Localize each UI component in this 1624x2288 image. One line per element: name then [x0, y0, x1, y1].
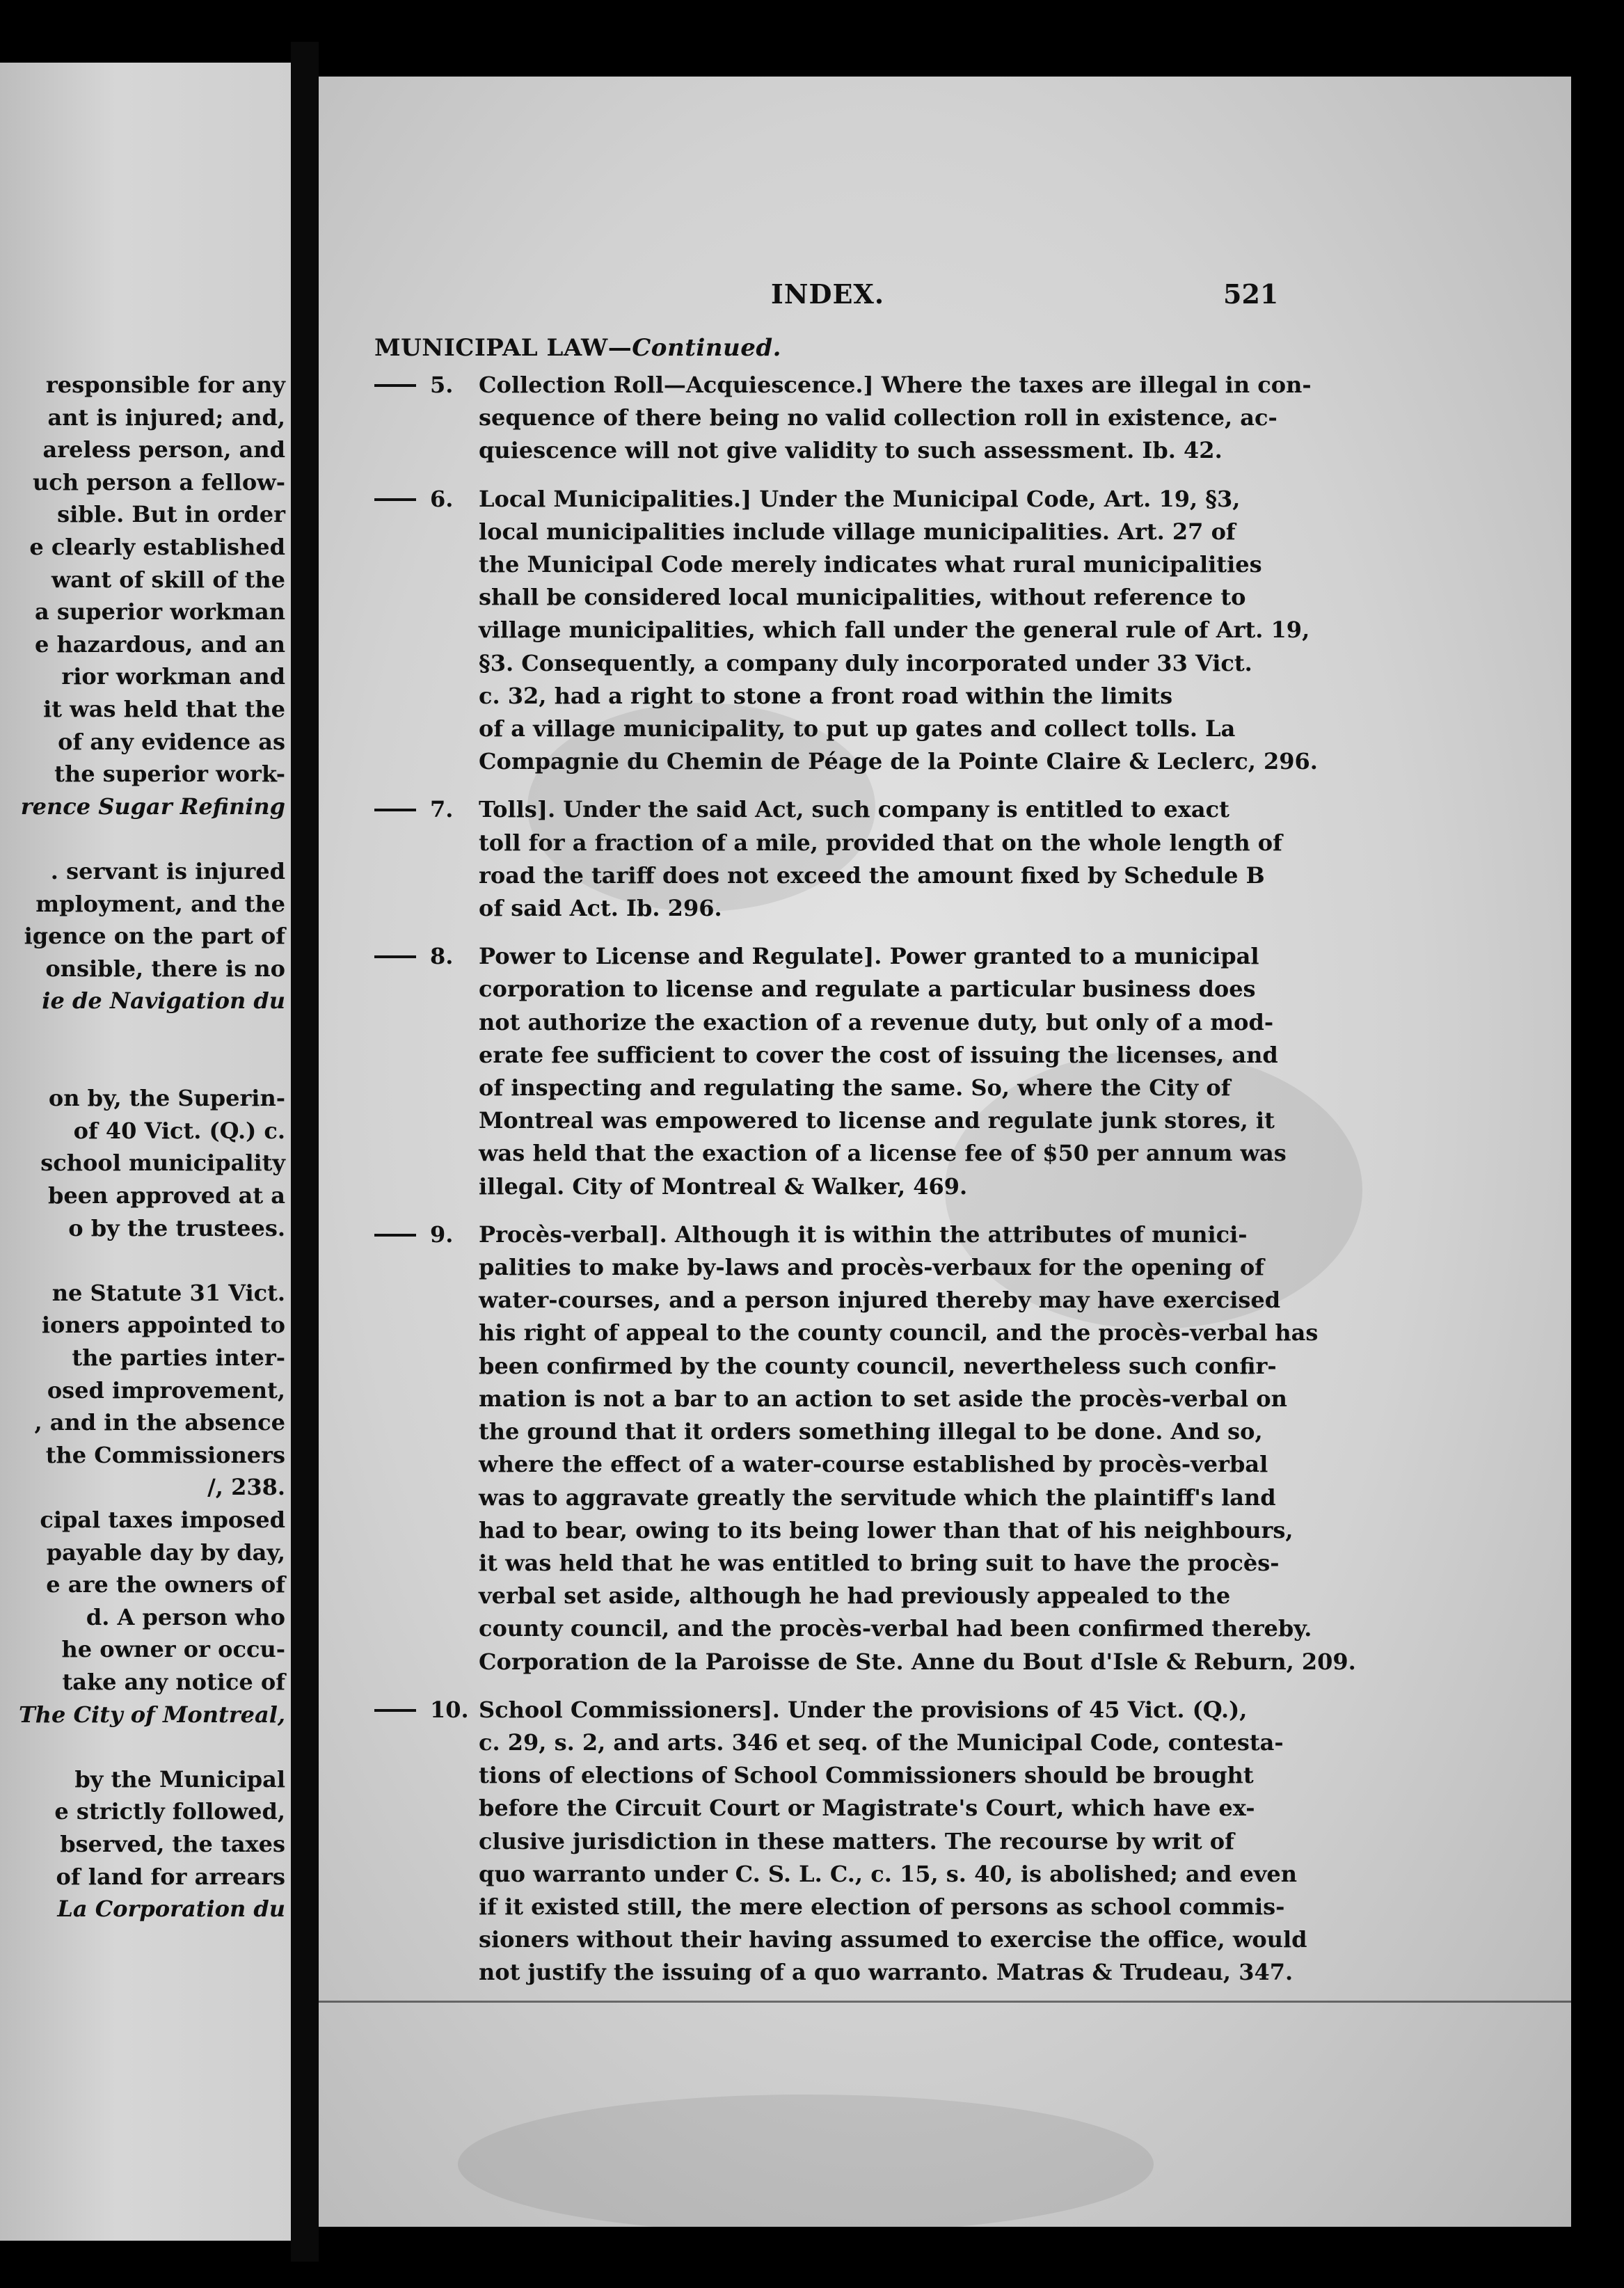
entry-line: Compagnie du Chemin de Péage de la Pointe Claire & Leclerc, 296.: [479, 748, 1318, 775]
entry-line: Power to License and Regulate]. Power granted to a municipal: [479, 943, 1259, 970]
left-page-line: the parties inter-: [72, 1344, 285, 1371]
entry-number: 7.: [430, 796, 454, 823]
entry-number: 8.: [430, 943, 454, 970]
index-entry: [374, 369, 1335, 468]
entry-line: corporation to license and regulate a particular business does: [479, 976, 1256, 1003]
entry-line: the Municipal Code merely indicates what rural municipalities: [479, 551, 1262, 578]
entry-dash: [374, 1234, 416, 1237]
index-entry: [374, 1218, 1356, 1678]
left-page-line: uch person a fellow-: [33, 468, 285, 495]
left-page-line: on by, the Superin-: [48, 1085, 285, 1112]
book-gutter: [291, 42, 319, 2262]
index-entry: [374, 940, 1335, 1203]
left-page-line: ne Statute 31 Vict.: [51, 1279, 285, 1306]
section-heading: [374, 334, 781, 362]
entry-line: Montreal was empowered to license and regulate junk stores, it: [479, 1107, 1275, 1134]
left-page-fragment: [0, 63, 291, 2241]
entry-dash: [374, 384, 416, 387]
entry-line: Collection Roll—Acquiescence.] Where the taxes are illegal in con-: [479, 372, 1312, 398]
entry-number: 9.: [430, 1221, 454, 1248]
left-page-line: take any notice of: [62, 1669, 285, 1695]
entry-dash: [374, 809, 416, 811]
entry-line: toll for a fraction of a mile, provided that on the whole length of: [479, 829, 1282, 856]
left-page-line: a superior workman: [34, 598, 285, 626]
left-page-line: /, 238.: [207, 1474, 285, 1501]
entry-line: where the effect of a water-course established by procès-verbal: [479, 1451, 1268, 1478]
page-stain: [458, 2095, 1154, 2227]
entry-line: verbal set aside, although he had previously appealed to the: [479, 1582, 1231, 1610]
index-entry: [374, 1694, 1335, 1989]
entry-line: Tolls]. Under the said Act, such company is entitled to exact: [479, 796, 1229, 823]
entry-line: been confirmed by the county council, nevertheless such confir-: [479, 1352, 1277, 1379]
entry-line: tions of elections of School Commissioners should be brought: [479, 1762, 1254, 1789]
entry-line: of a village municipality, to put up gates and collect tolls. La: [479, 715, 1236, 742]
entry-line: School Commissioners]. Under the provisions of 45 Vict. (Q.),: [479, 1696, 1248, 1723]
left-page-line: e strictly followed,: [54, 1798, 285, 1825]
entry-line: of said Act. Ib. 296.: [479, 895, 722, 922]
left-page-line: responsible for any: [45, 372, 285, 398]
entry-line: quiescence will not give validity to such assessment. Ib. 42.: [479, 437, 1223, 464]
entry-line: before the Circuit Court or Magistrate's Court, which have ex-: [479, 1795, 1255, 1822]
left-page-line: . servant is injured: [50, 858, 285, 884]
left-page-line: it was held that the: [43, 696, 285, 722]
left-page-line: mployment, and the: [35, 890, 285, 917]
entry-line: c. 32, had a right to stone a front road within the limits: [479, 682, 1173, 709]
left-page-line: the Commissioners: [45, 1441, 285, 1468]
left-page-line: onsible, there is no: [45, 955, 285, 982]
entry-line: Local Municipalities.] Under the Municipal Code, Art. 19, §3,: [479, 485, 1241, 512]
entry-number: 6.: [430, 485, 454, 512]
entry-line: quo warranto under C. S. L. C., c. 15, s. 40, is abolished; and even: [479, 1860, 1298, 1887]
entry-line: road the tariff does not exceed the amount fixed by Schedule B: [479, 861, 1265, 889]
entry-line: of inspecting and regulating the same. So, where the City of: [479, 1074, 1231, 1102]
entry-line: not justify the issuing of a quo warranto. Matras & Trudeau, 347.: [479, 1959, 1293, 1986]
entry-dash: [374, 1709, 416, 1712]
left-page-line: rence Sugar Refining: [20, 793, 285, 820]
entry-line: illegal. City of Montreal & Walker, 469.: [479, 1173, 968, 1200]
left-page-line: of any evidence as: [58, 728, 285, 755]
entry-number: 10.: [430, 1696, 469, 1723]
left-page-line: of land for arrears: [56, 1863, 285, 1890]
left-page-line: e hazardous, and an: [34, 630, 285, 658]
left-page-line: school municipality: [40, 1150, 285, 1177]
left-page-line: ie de Navigation du: [42, 987, 285, 1015]
left-page-line: been approved at a: [47, 1182, 285, 1209]
left-page-line: igence on the part of: [24, 923, 285, 950]
section-continued: Continued.: [632, 334, 781, 362]
index-entry: [374, 483, 1335, 779]
entry-line: sequence of there being no valid collection roll in existence, ac-: [479, 404, 1277, 431]
left-page-line: e are the owners of: [46, 1571, 285, 1598]
entry-line: county council, and the procès-verbal had been confirmed thereby.: [479, 1615, 1312, 1642]
scan-artifact-line: [319, 2001, 1571, 2003]
entry-line: mation is not a bar to an action to set aside the procès-verbal on: [479, 1385, 1287, 1412]
entry-line: the ground that it orders something illegal to be done. And so,: [479, 1418, 1263, 1445]
entry-line: local municipalities include village municipalities. Art. 27 of: [479, 518, 1236, 545]
index-entry: [374, 793, 1335, 925]
entry-line: §3. Consequently, a company duly incorporated under 33 Vict.: [479, 649, 1252, 676]
entry-line: was to aggravate greatly the servitude which the plaintiff's land: [479, 1484, 1276, 1511]
left-page-line: bserved, the taxes: [60, 1831, 285, 1857]
left-page-line: cipal taxes imposed: [40, 1507, 285, 1533]
left-page-line: ant is injured; and,: [47, 404, 285, 431]
left-page-line: payable day by day,: [46, 1539, 285, 1566]
left-page-line: of 40 Vict. (Q.) c.: [73, 1117, 285, 1144]
left-page-line: , and in the absence: [34, 1409, 285, 1436]
entry-dash: [374, 498, 416, 501]
entry-line: not authorize the exaction of a revenue duty, but only of a mod-: [479, 1008, 1274, 1035]
entry-line: village municipalities, which fall under the general rule of Art. 19,: [479, 617, 1310, 644]
right-page: [319, 77, 1571, 2227]
entry-dash: [374, 955, 416, 958]
entry-line: palities to make by-laws and procès-verbaux for the opening of: [479, 1254, 1264, 1281]
left-page-line: by the Municipal: [74, 1765, 285, 1793]
left-page-line: d. A person who: [86, 1603, 285, 1630]
entry-line: c. 29, s. 2, and arts. 346 et seq. of the Municipal Code, contesta-: [479, 1729, 1284, 1756]
index-entries: [374, 369, 1356, 2003]
entry-line: it was held that he was entitled to bring suit to have the procès-: [479, 1549, 1280, 1576]
left-page-line: sible. But in order: [57, 501, 285, 528]
entry-line: Corporation de la Paroisse de Ste. Anne du Bout d'Isle & Reburn, 209.: [479, 1648, 1356, 1675]
entry-line: clusive jurisdiction in these matters. The recourse by writ of: [479, 1827, 1234, 1854]
left-page-line: La Corporation du: [57, 1896, 285, 1923]
entry-line: shall be considered local municipalities, without reference to: [479, 584, 1246, 611]
entry-line: Procès-verbal]. Although it is within the attributes of munici-: [479, 1221, 1248, 1248]
page-header: [319, 278, 1571, 320]
left-page-line: areless person, and: [42, 436, 285, 463]
entry-line: his right of appeal to the county council, and the procès-verbal has: [479, 1319, 1319, 1346]
entry-line: was held that the exaction of a license fee of $50 per annum was: [479, 1140, 1287, 1167]
entry-line: sioners without their having assumed to exercise the office, would: [479, 1926, 1307, 1953]
entry-line: had to bear, owing to its being lower than that of his neighbours,: [479, 1516, 1293, 1543]
left-page-line: he owner or occu-: [61, 1636, 285, 1663]
left-page-line: the superior work-: [54, 761, 285, 788]
left-page-line: osed improvement,: [47, 1376, 285, 1404]
running-title: INDEX.: [771, 278, 885, 310]
left-page-line: want of skill of the: [51, 566, 285, 593]
entry-number: 5.: [430, 372, 454, 398]
left-page-line: The City of Montreal,: [18, 1701, 285, 1728]
page-number: 521: [1223, 278, 1279, 310]
entry-line: if it existed still, the mere election of persons as school commis-: [479, 1893, 1285, 1920]
section-title: MUNICIPAL LAW—: [374, 334, 632, 362]
left-page-line: o by the trustees.: [68, 1214, 285, 1241]
entry-line: erate fee sufficient to cover the cost of issuing the licenses, and: [479, 1041, 1278, 1068]
left-page-line: ioners appointed to: [41, 1312, 285, 1339]
left-page-line: rior workman and: [61, 663, 285, 690]
left-page-line: e clearly established: [29, 534, 285, 560]
entry-line: water-courses, and a person injured thereby may have exercised: [479, 1287, 1281, 1314]
